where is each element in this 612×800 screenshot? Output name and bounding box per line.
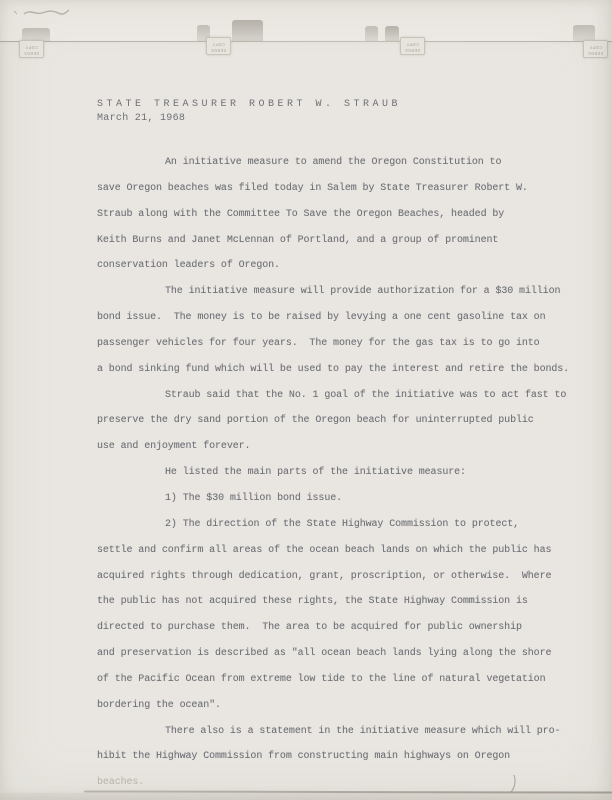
pencil-scribble <box>12 5 70 21</box>
document-line: save Oregon beaches was filed today in Salem by State Treasurer Robert W. <box>97 182 528 194</box>
document-date: March 21, 1968 <box>97 113 186 124</box>
tape-tab <box>385 26 399 41</box>
xerox-copy-stamp <box>583 40 608 58</box>
xerox-stamp-text: XEROX <box>404 47 421 52</box>
document-line: The initiative measure will provide authorization for a $30 million <box>165 286 561 298</box>
document-title: STATE TREASURER ROBERT W. STRAUB <box>97 99 402 110</box>
document-line: and preservation is described as "all ocean beach lands lying along the shore <box>97 648 552 660</box>
xerox-copy-stamp <box>206 37 231 55</box>
ink-mark <box>505 773 521 795</box>
document-line: conservation leaders of Oregon. <box>97 260 280 272</box>
xerox-stamp-text: XEROX <box>587 50 604 55</box>
document-line: Keith Burns and Janet McLennan of Portland, and a group of prominent <box>97 234 499 246</box>
document-line: preserve the dry sand portion of the Oregon beach for uninterrupted public <box>97 415 534 427</box>
document-content <box>97 98 602 789</box>
document-line: passenger vehicles for four years. The money for the gas tax is to go into <box>97 337 540 349</box>
document-line: use and enjoyment forever. <box>97 441 251 453</box>
document-line: There also is a statement in the initiative measure which will pro- <box>165 725 561 737</box>
document-line: settle and confirm all areas of the ocean beach lands on which the public has <box>97 544 552 556</box>
document-line: He listed the main parts of the initiative measure: <box>165 467 466 479</box>
xerox-stamp-text: COPY <box>212 41 225 47</box>
document-line: Straub said that the No. 1 goal of the initiative was to act fast to <box>165 389 567 401</box>
xerox-stamp-text: COPY <box>406 41 419 47</box>
tape-tab <box>573 25 595 41</box>
document-line: the public has not acquired these rights, the State Highway Commission is <box>97 596 528 608</box>
document-line: 2) The direction of the State Highway Commission to protect, <box>165 518 520 530</box>
document-header <box>97 98 602 126</box>
document-line: directed to purchase them. The area to be acquired for public ownership <box>97 622 522 634</box>
document-line: An initiative measure to amend the Oregon Constitution to <box>165 157 502 168</box>
document-line: beaches. <box>97 777 145 789</box>
xerox-stamp-text: COPY <box>589 44 602 50</box>
document-line: hibit the Highway Commission from constructing main highways on Oregon <box>97 751 511 763</box>
tape-tab <box>365 26 378 41</box>
xerox-stamp-text: XEROX <box>23 50 40 55</box>
document-line: bond issue. The money is to be raised by levying a one cent gasoline tax on <box>97 312 546 324</box>
paper-top-edge <box>0 41 612 42</box>
document-line: 1) The $30 million bond issue. <box>165 492 343 504</box>
xerox-copy-stamp <box>400 37 425 55</box>
xerox-copy-stamp <box>19 40 44 58</box>
xerox-stamp-text: COPY <box>25 44 38 50</box>
document-body <box>97 150 602 796</box>
document-line: Straub along with the Committee To Save the Oregon Beaches, headed by <box>97 208 505 220</box>
tape-tab <box>232 20 263 41</box>
document-line: a bond sinking fund which will be used to pay the interest and retire the bonds. <box>97 363 570 375</box>
document-line: of the Pacific Ocean from extreme low tide to the line of natural vegetation <box>97 673 546 685</box>
document-line: bordering the ocean". <box>97 699 221 711</box>
xerox-stamp-text: XEROX <box>210 47 227 52</box>
scanner-background <box>0 0 612 41</box>
document-line: acquired rights through dedication, grant, proscription, or otherwise. Where <box>97 570 552 582</box>
